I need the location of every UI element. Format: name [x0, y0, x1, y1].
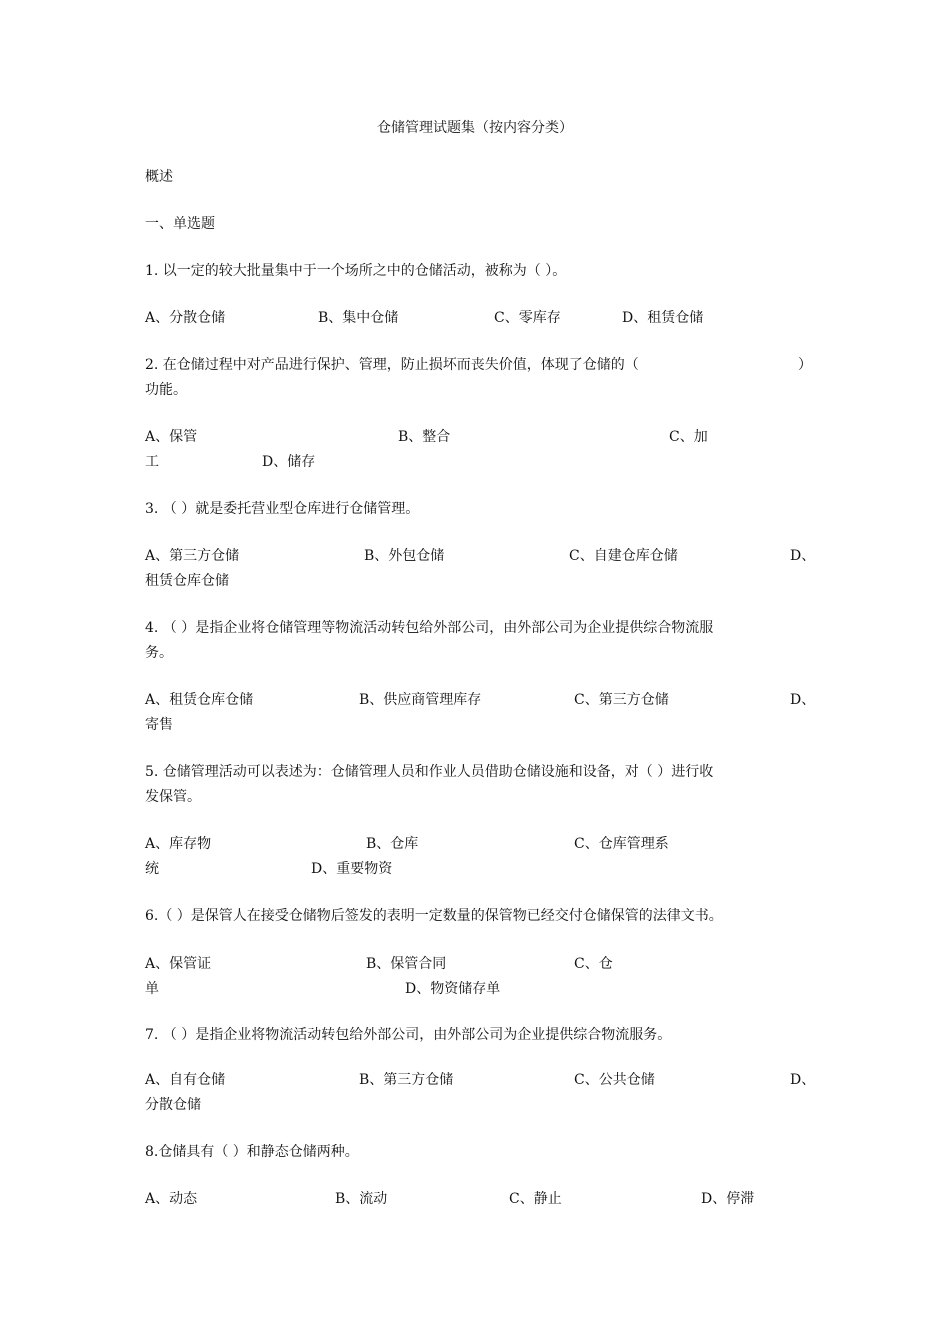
question-5-text: 5. 仓储管理活动可以表述为：仓储管理人员和作业人员借助仓储设施和设备，对（ ）进行收: [145, 764, 714, 780]
q1-option-d: D、租赁仓储: [622, 310, 704, 326]
q6-option-b: B、保管合同: [366, 956, 447, 972]
part-heading: 一、单选题: [145, 216, 215, 232]
q7-option-c: C、公共仓储: [574, 1072, 655, 1088]
q2-option-a: A、保管: [145, 429, 198, 445]
q1-option-c: C、零库存: [494, 310, 561, 326]
q2-option-d: D、储存: [262, 454, 316, 470]
question-7-text: 7. （ ）是指企业将物流活动转包给外部公司，由外部公司为企业提供综合物流服务。: [145, 1027, 672, 1043]
q3-option-d: D、: [790, 548, 816, 564]
q8-option-d: D、停滞: [701, 1191, 755, 1207]
question-2-bracket: ）: [798, 357, 812, 373]
q2-option-c-cont: 工: [145, 454, 159, 470]
q4-option-d-cont: 寄售: [145, 717, 173, 733]
section-heading: 概述: [145, 169, 173, 185]
q3-option-c: C、自建仓库仓储: [569, 548, 678, 564]
q2-option-b: B、整合: [398, 429, 451, 445]
q7-option-b: B、第三方仓储: [359, 1072, 454, 1088]
question-2-text: 2. 在仓储过程中对产品进行保护、管理，防止损坏而丧失价值，体现了仓储的（: [145, 357, 639, 373]
q4-option-b: B、供应商管理库存: [359, 692, 482, 708]
q4-option-a: A、租赁仓库仓储: [145, 692, 254, 708]
q8-option-a: A、动态: [145, 1191, 198, 1207]
question-8-text: 8.仓储具有（ ）和静态仓储两种。: [145, 1144, 359, 1160]
q5-option-b: B、仓库: [366, 836, 419, 852]
question-3-text: 3. （ ）就是委托营业型仓库进行仓储管理。: [145, 501, 420, 517]
question-1-text: 1. 以一定的较大批量集中于一个场所之中的仓储活动，被称为（ ）。: [145, 263, 567, 279]
q6-option-c: C、仓: [574, 956, 613, 972]
q6-option-a: A、保管证: [145, 956, 212, 972]
q8-option-c: C、静止: [509, 1191, 562, 1207]
question-2-text-cont: 功能。: [145, 382, 187, 398]
question-6-text: 6.（ ）是保管人在接受仓储物后签发的表明一定数量的保管物已经交付仓储保管的法律文书。: [145, 908, 723, 924]
question-4-text-cont: 务。: [145, 645, 173, 661]
q5-option-a: A、库存物: [145, 836, 212, 852]
q6-option-d: D、物资储存单: [405, 981, 501, 997]
q5-option-c-cont: 统: [145, 861, 159, 877]
q6-option-c-cont: 单: [145, 981, 159, 997]
q3-option-b: B、外包仓储: [364, 548, 445, 564]
q7-option-a: A、自有仓储: [145, 1072, 226, 1088]
q1-option-a: A、分散仓储: [145, 310, 226, 326]
q7-option-d: D、: [790, 1072, 816, 1088]
q5-option-d: D、重要物资: [311, 861, 393, 877]
question-5-text-cont: 发保管。: [145, 789, 201, 805]
q8-option-b: B、流动: [335, 1191, 388, 1207]
q5-option-c: C、仓库管理系: [574, 836, 669, 852]
q3-option-d-cont: 租赁仓库仓储: [145, 573, 229, 589]
q2-option-c: C、加: [669, 429, 708, 445]
q7-option-d-cont: 分散仓储: [145, 1097, 201, 1113]
q1-option-b: B、集中仓储: [318, 310, 399, 326]
q3-option-a: A、第三方仓储: [145, 548, 240, 564]
question-4-text: 4. （ ）是指企业将仓储管理等物流活动转包给外部公司，由外部公司为企业提供综合物流服: [145, 620, 714, 636]
q4-option-d: D、: [790, 692, 816, 708]
document-title: 仓储管理试题集（按内容分类）: [377, 120, 573, 136]
q4-option-c: C、第三方仓储: [574, 692, 669, 708]
